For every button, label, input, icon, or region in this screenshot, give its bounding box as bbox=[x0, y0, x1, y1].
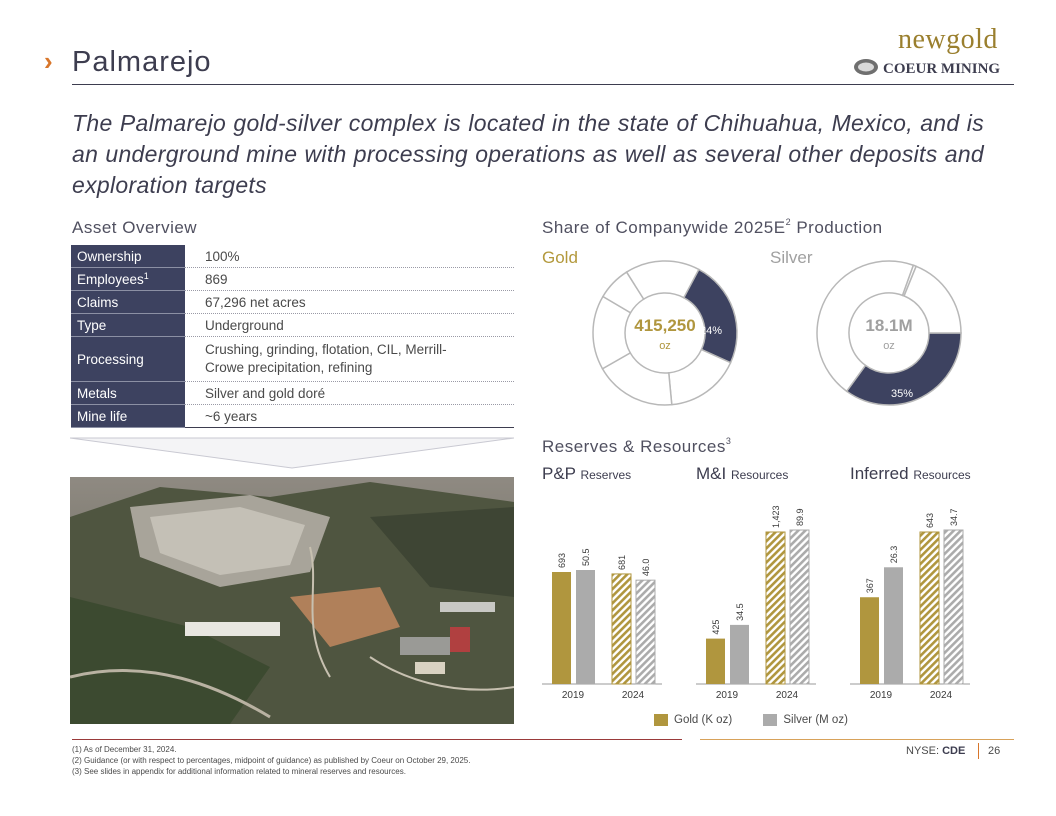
silver-center-unit: oz bbox=[883, 340, 895, 352]
category-label: 2019 bbox=[869, 690, 893, 701]
bar-value-label: 643 bbox=[925, 512, 935, 528]
stock-ticker: NYSE: CDE bbox=[906, 745, 966, 757]
asset-overview-table bbox=[71, 245, 514, 428]
gold-bar-2024 bbox=[920, 532, 939, 684]
gold-bar-2024 bbox=[766, 532, 785, 684]
silver-legend-label: Silver (M oz) bbox=[783, 714, 848, 727]
category-label: 2024 bbox=[621, 690, 645, 701]
page-title: Palmarejo bbox=[72, 46, 212, 78]
silver-bar-2019 bbox=[576, 570, 595, 684]
row-key: Ownership bbox=[77, 248, 142, 264]
bar-value-label: 26.3 bbox=[889, 545, 899, 564]
bar-value-label: 681 bbox=[617, 554, 627, 570]
page-number: 26 bbox=[988, 745, 1001, 757]
title-divider bbox=[72, 84, 1014, 85]
row-value: Crushing, grinding, flotation, CIL, Merrill-Crowe precipitation, refining bbox=[185, 337, 514, 382]
silver-bar-2019 bbox=[730, 625, 749, 684]
gold-center-value: 415,250 bbox=[634, 316, 696, 335]
row-key: Mine life bbox=[77, 408, 128, 424]
row-key: Metals bbox=[77, 385, 117, 401]
chart-legend bbox=[654, 714, 848, 726]
table-row bbox=[71, 337, 514, 382]
row-value: 100% bbox=[185, 245, 514, 268]
table-row bbox=[71, 291, 514, 314]
row-key: Processing bbox=[77, 351, 144, 367]
footer-divider-accent bbox=[700, 739, 1014, 740]
footnote: (2) Guidance (or with respect to percentages, midpoint of guidance) as published by Coeur on October 29, 2025. bbox=[72, 756, 471, 765]
share-heading: Share of Companywide $2025E^2$ Production bbox=[542, 217, 883, 237]
category-label: 2019 bbox=[561, 690, 585, 701]
newgold-logo: newgold bbox=[898, 24, 998, 55]
mine-aerial-photo bbox=[70, 477, 514, 724]
table-row bbox=[71, 268, 514, 291]
bar-value-label: 34.5 bbox=[735, 603, 745, 621]
category-label: 2024 bbox=[929, 690, 953, 701]
row-value: 869 bbox=[185, 268, 514, 291]
bar-value-label: 89.9 bbox=[795, 508, 805, 526]
mi-chart-title: M&I Resources bbox=[696, 464, 789, 483]
silver-bar-2019 bbox=[884, 567, 903, 684]
inferred-chart-title: Inferred Resources bbox=[850, 464, 971, 483]
table-row bbox=[71, 314, 514, 337]
gold-share-label: 24% bbox=[699, 325, 723, 337]
bar-value-label: 1,423 bbox=[771, 505, 781, 528]
gold-bar-2019 bbox=[860, 597, 879, 684]
intro-text: The Palmarejo gold-silver complex is located in the state of Chihuahua, Mexico, and is an underground mine with processing operations as well as several other deposits and exploration targets bbox=[72, 110, 984, 198]
gold-bar-2019 bbox=[552, 572, 571, 684]
footnote: (3) See slides in appendix for additional information related to mineral reserves and resources. bbox=[72, 767, 406, 776]
silver-bar-2024 bbox=[944, 530, 963, 684]
footer-divider bbox=[72, 739, 682, 740]
silver-label: Silver bbox=[770, 248, 813, 267]
silver-legend-swatch bbox=[763, 714, 777, 726]
pp-chart-title: P&P Reserves bbox=[542, 464, 632, 483]
title-chevron-icon: › bbox=[44, 46, 53, 76]
asset-overview-heading: Asset Overview bbox=[72, 218, 198, 237]
bar-value-label: 50.5 bbox=[581, 548, 591, 566]
silver-share-label: 35% bbox=[890, 388, 914, 400]
photo-callout-shape bbox=[70, 432, 514, 472]
coeur-logo-text: COEUR MINING bbox=[883, 61, 1001, 77]
category-label: 2019 bbox=[715, 690, 739, 701]
gold-share-donut bbox=[590, 258, 740, 408]
gold-bar-2019 bbox=[706, 639, 725, 684]
footnote: (1) As of December 31, 2024. bbox=[72, 745, 177, 754]
silver-bar-2024 bbox=[636, 580, 655, 684]
reserves-heading: Reserves & Resources$^3$ bbox=[542, 436, 732, 456]
footnote-ref: 1 bbox=[143, 270, 149, 281]
reserves-bar-charts bbox=[536, 494, 1016, 708]
row-key: Employees bbox=[77, 271, 144, 287]
row-value: ~6 years bbox=[185, 405, 514, 428]
silver-center-value: 18.1M bbox=[865, 316, 913, 335]
category-label: 2024 bbox=[775, 690, 799, 701]
row-value: Underground bbox=[185, 314, 514, 337]
table-row bbox=[71, 245, 514, 268]
footer-separator bbox=[978, 743, 979, 759]
row-value: 67,296 net acres bbox=[185, 291, 514, 314]
bar-value-label: 34.7 bbox=[949, 508, 959, 526]
gold-other-segment bbox=[669, 350, 731, 405]
table-row bbox=[71, 405, 514, 428]
bar-value-label: 693 bbox=[557, 552, 567, 568]
table-row bbox=[71, 382, 514, 405]
bar-value-label: 46.0 bbox=[641, 558, 651, 577]
row-key: Claims bbox=[77, 294, 119, 310]
gold-legend-swatch bbox=[654, 714, 668, 726]
bar-value-label: 425 bbox=[711, 619, 721, 635]
bar-value-label: 367 bbox=[865, 578, 875, 594]
coeur-mining-logo bbox=[852, 56, 1017, 78]
gold-bar-2024 bbox=[612, 574, 631, 684]
gold-label: Gold bbox=[542, 248, 578, 267]
footnotes bbox=[72, 744, 470, 777]
silver-bar-2024 bbox=[790, 530, 809, 684]
row-key: Type bbox=[77, 317, 107, 333]
silver-share-donut bbox=[814, 258, 964, 408]
gold-center-unit: oz bbox=[659, 340, 671, 352]
gold-legend-label: Gold (K oz) bbox=[674, 714, 733, 727]
row-value: Silver and gold doré bbox=[185, 382, 514, 405]
